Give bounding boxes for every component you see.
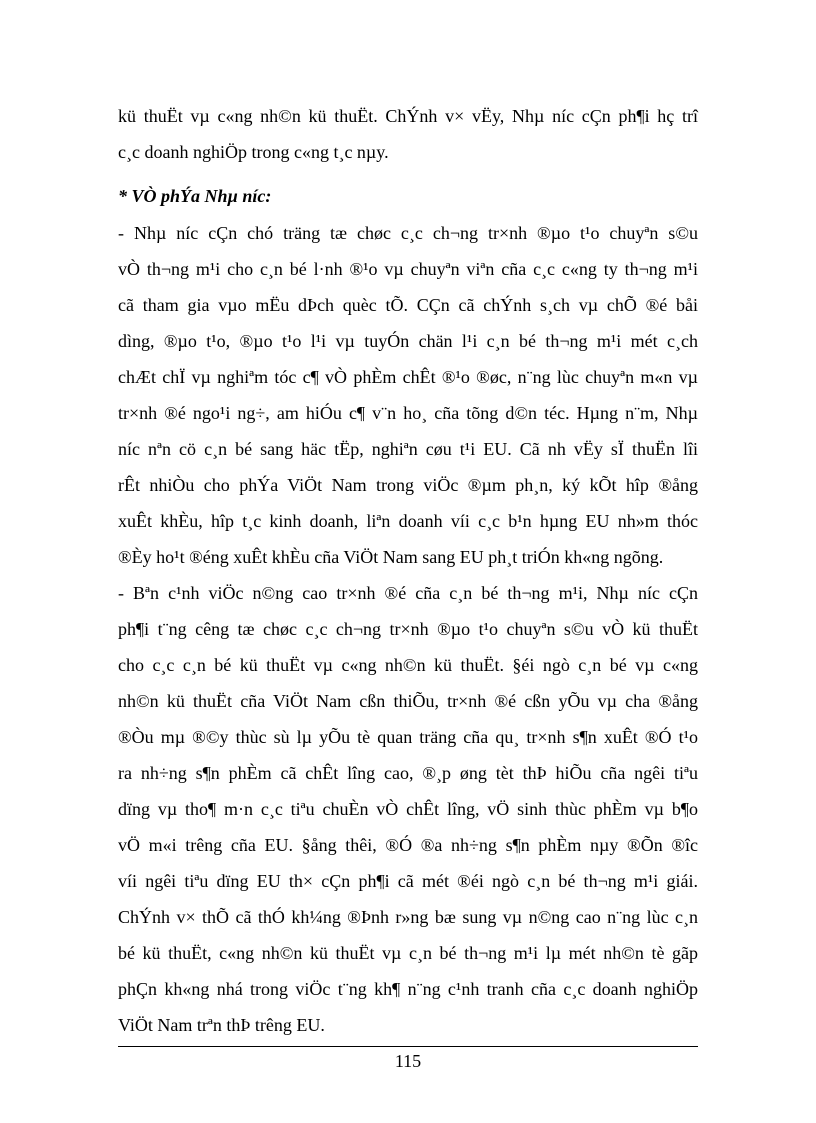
page-number: 115 [394, 1051, 422, 1071]
text-line: dìng, ®µo t¹o, ®µo t¹o l¹i vµ tuyÓn chän l¹i c¸n bé th¬ng m¹i mét c¸ch [118, 331, 698, 351]
text-line: cho c¸c c¸n bé kü thuËt vµ c«ng nh©n kü thuËt. §éi ngò c¸n bé vµ c«ng [118, 655, 698, 675]
text-line: ViÖt Nam trªn thÞ trêng EU. [118, 1015, 325, 1035]
text-line: cã tham gia vµo mËu dÞch quèc tÕ. CÇn cã chÝnh s¸ch vµ chÕ ®é båi [118, 295, 698, 315]
text-line: ChÝnh v× thÕ cã thÓ kh¼ng ®Þnh r»ng bæ sung vµ n©ng cao n¨ng lùc c¸n [118, 907, 698, 927]
text-line: chÆt chÏ vµ nghiªm tóc c¶ vÒ phÈm chÊt ®¹o ®øc, n¨ng lùc chuyªn m«n vµ [118, 367, 698, 387]
text-line: kü thuËt vµ c«ng nh©n kü thuËt. ChÝnh v× vËy, Nhµ níc cÇn ph¶i hç trî [118, 106, 698, 126]
text-line: vÒ th¬ng m¹i cho c¸n bé l·nh ®¹o vµ chuyªn viªn cña c¸c c«ng ty th¬ng m¹i [118, 259, 698, 279]
text-line: c¸c doanh nghiÖp trong c«ng t¸c nµy. [118, 142, 389, 162]
text-line: - Nhµ níc cÇn chó träng tæ chøc c¸c ch¬ng tr×nh ®µo t¹o chuyªn s©u [118, 223, 698, 243]
section-heading: * VÒ phÝa Nhµ níc: [118, 186, 272, 206]
text-line: bé kü thuËt, c«ng nh©n kü thuËt vµ c¸n bé th¬ng m¹i lµ mét nh©n tè gãp [118, 943, 698, 963]
text-line: ra nh÷ng s¶n phÈm cã chÊt lîng cao, ®¸p øng tèt thÞ hiÕu cña ngêi tiªu [118, 763, 698, 783]
text-line: níc nªn cö c¸n bé sang häc tËp, nghiªn cøu t¹i EU. Cã nh vËy sÏ thuËn lîi [118, 439, 698, 459]
text-line: dïng vµ tho¶ m·n c¸c tiªu chuÈn vÒ chÊt lîng, vÖ sinh thùc phÈm vµ b¶o [118, 799, 698, 819]
text-line: rÊt nhiÒu cho phÝa ViÖt Nam trong viÖc ®µm ph¸n, ký kÕt hîp ®ång [118, 475, 698, 495]
text-line: ph¶i t¨ng cêng tæ chøc c¸c ch¬ng tr×nh ®µo t¹o chuyªn s©u vÒ kü thuËt [118, 619, 698, 639]
text-line: phÇn kh«ng nhá trong viÖc t¨ng kh¶ n¨ng c¹nh tranh cña c¸c doanh nghiÖp [118, 979, 698, 999]
text-line: xuÊt khÈu, hîp t¸c kinh doanh, liªn doanh víi c¸c b¹n hµng EU nh»m thóc [118, 511, 698, 531]
text-line: vÖ m«i trêng cña EU. §ång thêi, ®Ó ®a nh÷ng s¶n phÈm nµy ®Õn ®îc [118, 835, 698, 855]
text-line: ®Òu mµ ®©y thùc sù lµ yÕu tè quan träng cña qu¸ tr×nh s¶n xuÊt ®Ó t¹o [118, 727, 698, 747]
text-line: tr×nh ®é ngo¹i ng÷, am hiÓu c¶ v¨n ho¸ cña tõng d©n téc. Hµng n¨m, Nhµ [118, 403, 698, 423]
text-line: ®Èy ho¹t ®éng xuÊt khÈu cña ViÖt Nam sang EU ph¸t triÓn kh«ng ngõng. [118, 547, 664, 567]
text-line: nh©n kü thuËt cña ViÖt Nam cßn thiÕu, tr×nh ®é cßn yÕu vµ cha ®ång [118, 691, 698, 711]
text-line: víi ngêi tiªu dïng EU th× cÇn ph¶i cã mét ®éi ngò c¸n bé th¬ng m¹i giái. [118, 871, 698, 891]
footer-divider [118, 1046, 698, 1047]
text-line: - Bªn c¹nh viÖc n©ng cao tr×nh ®é cña c¸n bé th¬ng m¹i, Nhµ níc cÇn [118, 583, 698, 603]
